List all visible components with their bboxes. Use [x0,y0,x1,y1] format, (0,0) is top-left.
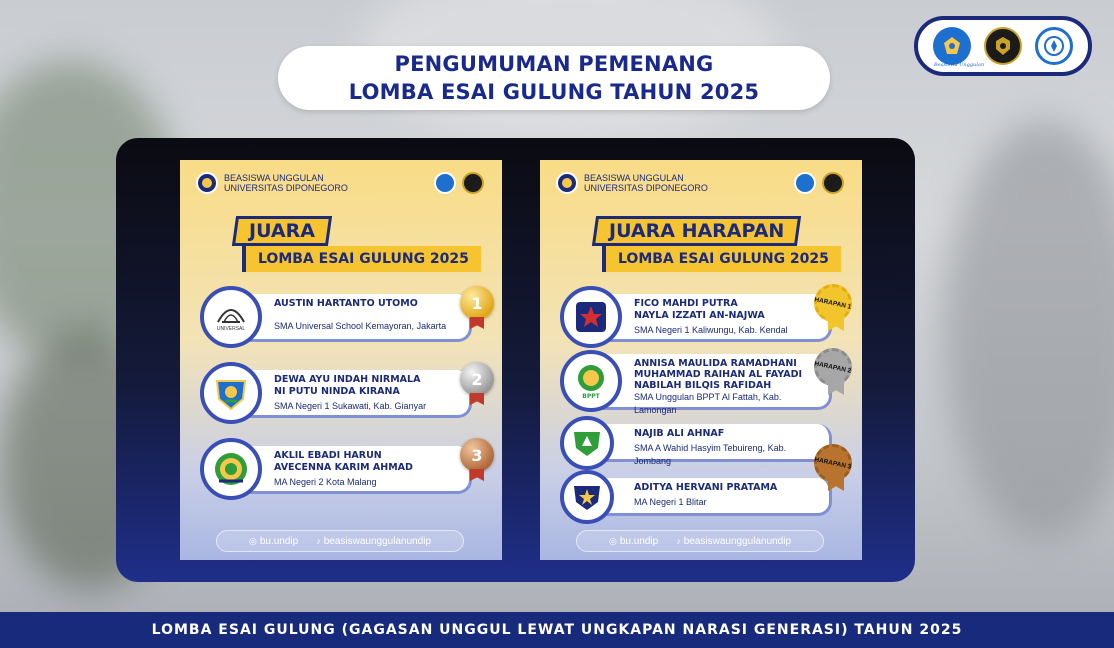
title-line-2: LOMBA ESAI GULUNG TAHUN 2025 [348,80,760,104]
undip-logo-icon [822,172,844,194]
title-line-1: PENGUMUMAN PEMENANG [394,52,714,76]
winner-row [560,286,854,350]
winner-row [200,362,494,426]
winner-card [226,370,472,418]
winner-school: SMA Negeri 1 Sukawati, Kab. Gianyar [274,401,427,411]
winner-school: MA Negeri 2 Kota Malang [274,477,377,487]
school-logo [560,416,614,470]
header-line-1: BEASISWA UNGGULAN [584,173,684,183]
tiktok-icon: ♪ [676,535,681,546]
winner-school: SMA Universal School Kemayoran, Jakarta [274,321,447,331]
medal-rank: 1 [471,293,483,313]
winner-row [560,350,854,414]
header-line-2: UNIVERSITAS DIPONEGORO [224,183,348,193]
winner-card [586,354,832,415]
instagram-icon: ◎ [248,535,257,546]
school-logo-text: BPPT [582,392,600,400]
harapan-1-rosette-icon [814,284,852,322]
beasiswa-unggulan-logo-icon [794,172,816,194]
announcement-title [278,46,830,110]
medal-rank: 3 [471,445,483,465]
bu-undip-logo-icon [556,172,578,194]
school-logo [560,470,614,524]
poster-juara-harapan [540,160,862,560]
silver-medal-icon [460,362,494,396]
winner-name: ADITYA HERVANI PRATAMA [634,482,778,493]
juara-heading: JUARA [249,220,315,242]
winner-school: MA Negeri 1 Blitar [634,497,707,507]
poster-header-logos [794,172,844,194]
background-building [944,120,1114,540]
winner-card [586,424,832,466]
school-logo [560,286,622,348]
winner-row [560,455,854,526]
undip-logo-icon [462,172,484,194]
winner-school: SMA Negeri 1 Kaliwungu, Kab. Kendal [634,325,788,335]
winner-school: SMA Unggulan BPPT Al Fattah, Kab. Lamongan [634,392,782,415]
juara-heading-badge [232,216,332,246]
rosette-label: HARAPAN 2 [813,359,853,375]
tiktok-handle: beasiswaunggulanundip [323,535,432,547]
winner-name: AUSTIN HARTANTO UTOMO [274,298,418,309]
poster-social-footer [576,530,824,552]
rosette-label: HARAPAN 1 [813,295,853,311]
poster-header [556,172,708,194]
banner-text: LOMBA ESAI GULUNG (GAGASAN UNGGUL LEWAT UNGKAPAN NARASI GENERASI) TAHUN 2025 [151,622,963,638]
poster-subtitle: LOMBA ESAI GULUNG 2025 [618,251,829,267]
undip-logo-icon [984,27,1022,65]
juara-harapan-heading: JUARA HARAPAN [609,220,785,242]
header-line-2: UNIVERSITAS DIPONEGORO [584,183,708,193]
poster-social-footer [216,530,464,552]
harapan-3-rosette-icon [814,444,852,482]
school-logo [200,438,262,500]
poster-header-logos [434,172,484,194]
poster-header [196,172,348,194]
tiktok-icon: ♪ [316,535,321,546]
round-seal-logo-icon [1035,27,1073,65]
instagram-icon: ◎ [608,535,617,546]
harapan-2-rosette-icon [814,348,852,386]
school-logo [200,362,262,424]
winner-card [226,446,472,494]
beasiswa-unggulan-logo-icon [434,172,456,194]
beasiswa-unggulan-logo-icon [933,27,971,65]
juara-harapan-heading-badge [592,216,802,246]
medal-rank: 2 [471,369,483,389]
winner-card [586,478,832,516]
school-logo-text: UNIVERSAL [216,326,246,332]
rosette-label: HARAPAN 3 [813,455,853,471]
logo-caption: Beasiswa Unggulan [934,62,985,68]
poster-juara [180,160,502,560]
winner-name: DEWA AYU INDAH NIRMALA NI PUTU NINDA KIRANA [274,374,421,397]
logo-bar [914,16,1092,76]
bottom-banner [0,612,1114,648]
winner-row [200,438,494,502]
winner-school: SMA A Wahid Hasyim Tebuireng, Kab. Jombang [634,443,787,466]
winner-card [586,294,832,342]
instagram-handle: bu.undip [259,535,299,547]
subtitle-badge [242,246,481,272]
winner-name: ANNISA MAULIDA RAMADHANI MUHAMMAD RAIHAN AL FAYADI NABILAH BILQIS RAFIDAH [634,358,802,391]
school-logo [560,350,622,412]
school-logo [200,286,262,348]
gold-medal-icon [460,286,494,320]
winner-row [200,286,494,350]
header-line-1: BEASISWA UNGGULAN [224,173,324,183]
winner-name: FICO MAHDI PUTRA NAYLA IZZATI AN-NAJWA [634,298,765,321]
bronze-medal-icon [460,438,494,472]
winner-name: AKLIL EBADI HARUN AVECENNA KARIM AHMAD [274,450,413,473]
instagram-handle: bu.undip [619,535,659,547]
winner-card [226,294,472,342]
bu-undip-logo-icon [196,172,218,194]
subtitle-badge [602,246,841,272]
winner-row [560,416,854,468]
winner-name: NAJIB ALI AHNAF [634,428,725,439]
tiktok-handle: beasiswaunggulanundip [683,535,792,547]
poster-subtitle: LOMBA ESAI GULUNG 2025 [258,251,469,267]
